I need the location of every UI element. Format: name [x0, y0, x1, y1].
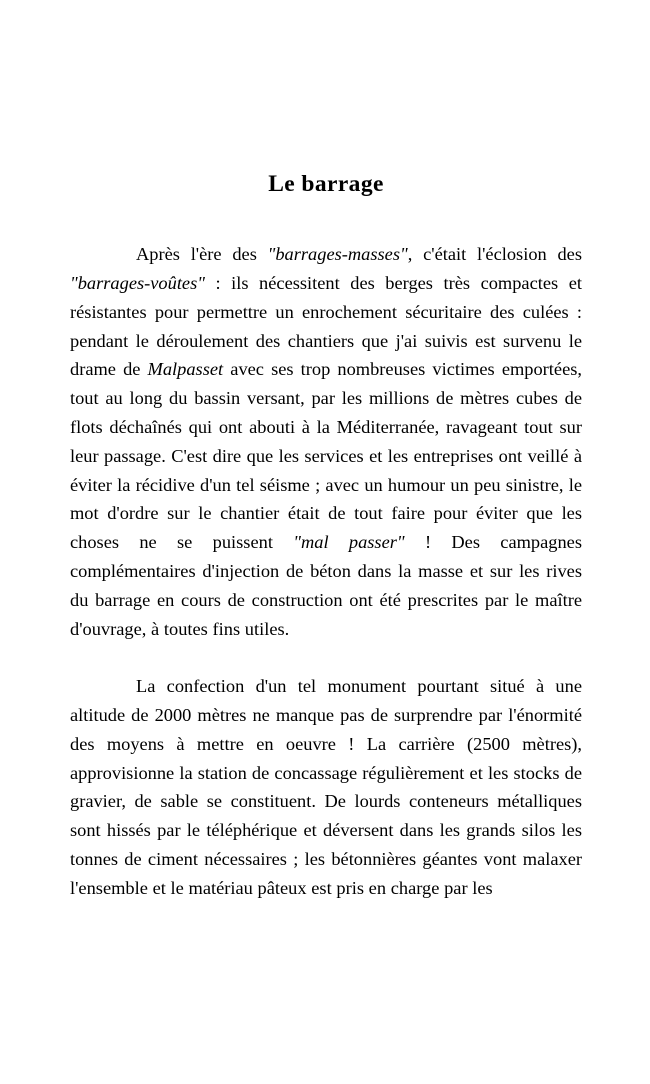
paragraph-1 — [70, 240, 582, 643]
document-text-block — [70, 170, 582, 903]
paragraph-1-seg-4: : ils nécessitent des berges très compactes et résistantes pour permettre un enrochement sécuritaire des culées : pendant le déroulement des chantiers que j'ai suivis est survenu le drame de — [70, 272, 582, 380]
paragraph-2-seg-0: La confection d'un tel monument pourtant situé à une altitude de 2000 mètres ne manque pas de surprendre par l'énormité des moyens à mettre en oeuvre ! La carrière (2500 mètres), approvisionne la station de concassage régulièrement et les stocks de gravier, de sable se constituent. De lourds conteneurs métalliques sont hissés par le téléphérique et déversent dans les grands silos les tonnes de ciment nécessaires ; les bétonnières géantes vont malaxer l'ensemble et le matériau pâteux est pris en charge par les — [70, 676, 582, 898]
paragraph-1-seg-3-italic-quoted: "barrages-voûtes" — [70, 272, 205, 293]
paragraph-1-seg-1-italic-quoted: "barrages-masses" — [267, 244, 408, 265]
paragraph-1-seg-8: ! Des campagnes complémentaires d'injection de béton dans la masse et sur les rives du barrage en cours de construction ont été prescrites par le maître d'ouvrage, à toutes fins utiles. — [70, 532, 582, 639]
paragraph-2 — [70, 672, 582, 902]
paragraph-1-seg-0: Après l'ère des — [136, 244, 268, 265]
paragraph-1-seg-5-italic: Malpasset — [147, 359, 224, 380]
paragraph-1-seg-6: avec ses trop nombreuses victimes emportées, tout au long du bassin versant, par les millions de mètres cubes de flots déchaînés qui ont abouti à la Méditerranée, ravageant tout sur leur passage. C'est dire que les services et les entreprises ont veillé à éviter la récidive d'un tel séisme ; avec un humour un peu sinistre, le mot d'ordre sur le chantier était de tout faire pour éviter que les choses ne se puissent — [70, 359, 582, 553]
paragraph-1-seg-7-italic-quoted: "mal passer" — [293, 532, 405, 553]
paragraph-1-seg-2: , c'était l'éclosion des — [407, 244, 582, 265]
page-title: Le barrage — [268, 171, 384, 197]
